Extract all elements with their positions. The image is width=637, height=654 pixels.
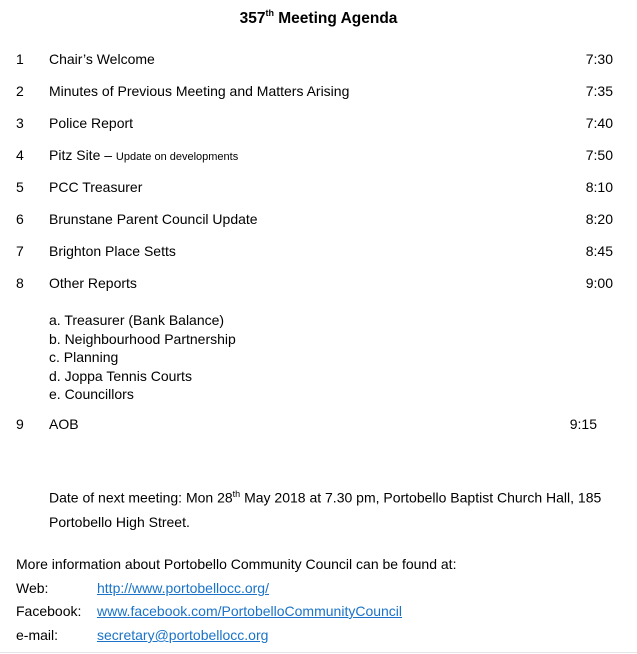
item-title [49,147,238,163]
item-number: 1 [16,51,24,67]
agenda-item [0,416,637,436]
agenda-item [0,211,637,231]
sub-item: c. Planning [49,349,119,365]
item-title-text: Brunstane Parent Council Update [49,211,258,227]
contact-label: Web: [16,580,49,596]
title-number: 357 [239,10,266,28]
item-title [49,115,133,131]
page-divider [0,652,637,653]
contact-row-web [16,580,616,600]
contact-label: e-mail: [16,627,59,643]
item-number: 3 [16,115,24,131]
item-note: Update on developments [115,151,239,163]
item-number: 6 [16,211,24,227]
item-time: 7:40 [585,115,613,131]
item-time: 7:50 [585,147,613,163]
item-number: 7 [16,243,24,259]
agenda-item [0,115,637,135]
facebook-link[interactable]: www.facebook.com/PortobelloCommunityCouncil [97,603,403,619]
item-title [49,211,258,227]
item-title-text: Other Reports [49,275,137,291]
email-link[interactable]: secretary@portobellocc.org [97,627,269,643]
item-number: 9 [16,416,24,432]
item-title-text: Pitz Site – [49,147,116,163]
title-text: Meeting Agenda [273,10,398,28]
item-title [49,179,142,195]
item-time: 7:35 [585,83,613,99]
item-title: AOB [49,416,79,432]
agenda-item [0,147,637,167]
more-info-text: More information about Portobello Community Council can be found at: [16,556,457,572]
item-time: 7:30 [585,51,613,67]
item-time: 9:00 [585,275,613,291]
sub-item: a. Treasurer (Bank Balance) [49,312,225,328]
sub-item: b. Neighbourhood Partnership [49,330,236,347]
item-number: 8 [16,275,24,291]
item-title-text: Chair’s Welcome [49,51,155,67]
next-meeting-ordinal: th [232,489,241,499]
item-number: 2 [16,83,24,99]
sub-item-list [49,311,236,404]
item-title-text: PCC Treasurer [49,179,143,195]
item-title [49,51,155,67]
contact-row-email [16,627,616,647]
sub-item: e. Councillors [49,386,134,402]
item-number: 4 [16,147,24,163]
item-title-text: Police Report [49,115,134,131]
agenda-item [0,275,637,295]
title-ordinal: th [265,8,274,18]
item-time: 9:15 [569,416,597,432]
web-link[interactable]: http://www.portobellocc.org/ [97,580,269,596]
item-number: 5 [16,179,24,195]
contact-row-facebook [16,603,616,623]
item-title [49,243,176,259]
item-title-text: Brighton Place Setts [49,243,176,259]
agenda-item [0,243,637,263]
agenda-item [0,51,637,71]
item-time: 8:45 [585,243,613,259]
next-meeting-text [49,482,609,534]
item-title-text: Minutes of Previous Meeting and Matters Arising [49,83,350,99]
item-title [49,275,137,291]
sub-item: d. Joppa Tennis Courts [49,367,192,384]
next-meeting-prefix: Date of next meeting: Mon 28 [49,489,233,506]
next-meeting-rest: May 2018 at 7.30 pm, Portobello Baptist Church Hall, 185 Portobello High Street. [49,489,602,530]
item-time: 8:10 [585,179,613,195]
contact-label: Facebook: [16,603,82,619]
item-time: 8:20 [585,211,613,227]
page-title [0,9,637,28]
agenda-item [0,83,637,103]
agenda-item [0,179,637,199]
item-title [49,83,349,99]
